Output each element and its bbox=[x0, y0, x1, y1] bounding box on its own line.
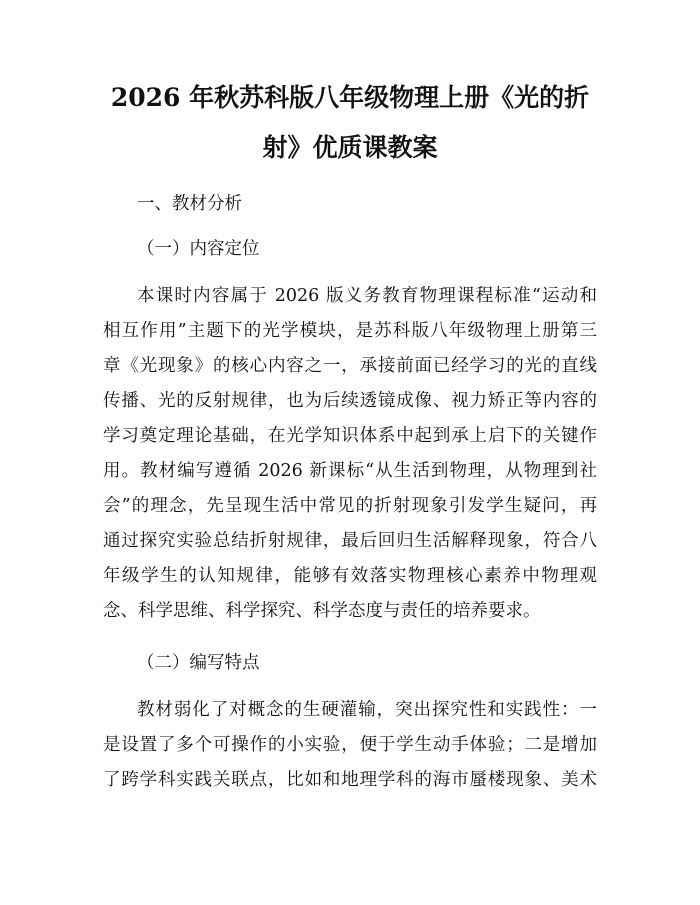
paragraph-line: 章《光现象》的核心内容之一，承接前面已经学习的光的直线 bbox=[103, 356, 597, 376]
paragraph-line: 了跨学科实践关联点，比如和地理学科的海市蜃楼现象、美术 bbox=[103, 770, 597, 790]
paragraph-line: 教材弱化了对概念的生硬灌输，突出探究性和实践性：一 bbox=[137, 700, 597, 720]
paragraph-line: 念、科学思维、科学探究、科学态度与责任的培养要求。 bbox=[103, 601, 541, 621]
document-title-line-2: 射》优质课教案 bbox=[262, 133, 438, 162]
paragraph-line: 通过探究实验总结折射规律，最后回归生活解释现象，符合八 bbox=[103, 531, 597, 551]
section-heading-textbook-analysis: 一、教材分析 bbox=[137, 194, 242, 214]
paragraph-line: 用。教材编写遵循 2026 新课标“从生活到物理，从物理到社 bbox=[103, 461, 597, 481]
paragraph-line: 会”的理念，先呈现生活中常见的折射现象引发学生疑问，再 bbox=[103, 496, 597, 516]
document-title-line-1: 2026 年秋苏科版八年级物理上册《光的折 bbox=[110, 83, 590, 112]
paragraph-line: 是设置了多个可操作的小实验，便于学生动手体验；二是增加 bbox=[103, 735, 597, 755]
paragraph-line: 年级学生的认知规律，能够有效落实物理核心素养中物理观 bbox=[103, 566, 597, 586]
paragraph-line: 相互作用”主题下的光学模块，是苏科版八年级物理上册第三 bbox=[103, 321, 597, 341]
paragraph-line: 本课时内容属于 2026 版义务教育物理课程标准“运动和 bbox=[137, 286, 597, 306]
subsection-heading-writing-features: （二）编写特点 bbox=[137, 653, 260, 673]
paragraph-line: 学习奠定理论基础，在光学知识体系中起到承上启下的关键作 bbox=[103, 426, 597, 446]
subsection-heading-content-position: （一）内容定位 bbox=[137, 239, 260, 259]
paragraph-line: 传播、光的反射规律，也为后续透镜成像、视力矫正等内容的 bbox=[103, 391, 597, 411]
